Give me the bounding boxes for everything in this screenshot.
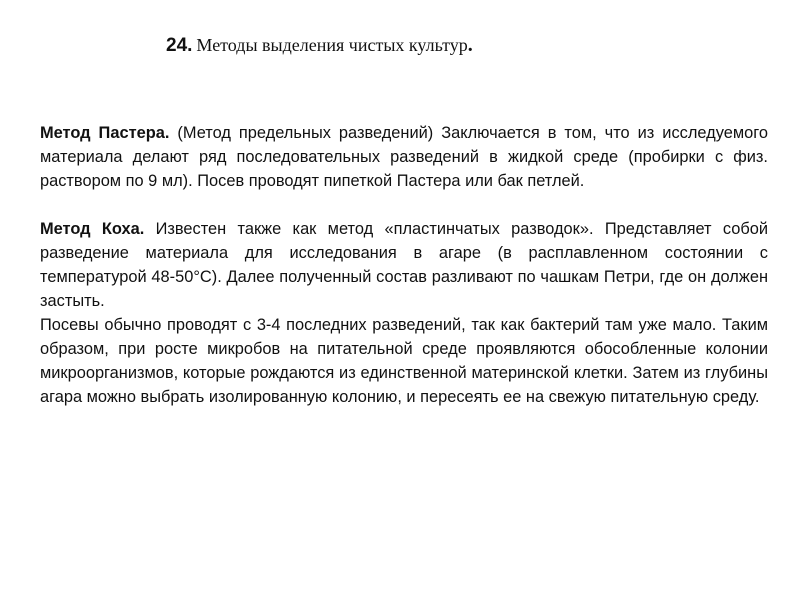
title-end: . (467, 34, 473, 56)
paragraph-koch-method (40, 217, 768, 313)
term-koch-method: Метод Коха. (40, 220, 145, 238)
title-number: 24. (166, 35, 193, 56)
term-pasteur-method: Метод Пастера. (40, 124, 170, 142)
text-pasteur-method: (Метод предельных разведений) Заключается в том, что из исследуемого материала делают ряд последовательных разведений в жидкой среде (пробирки с физ. раствором по 9 мл). Посев проводят пипеткой Пастера или бак петлей. (40, 124, 768, 190)
paragraph-pasteur-method (40, 121, 768, 193)
slide-title (166, 33, 726, 58)
paragraph-spacer (40, 193, 768, 217)
text-sowing-notes: Посевы обычно проводят с 3-4 последних разведений, так как бактерий там уже мало. Таким образом, при росте микробов на питательной среде проявляются обособленные колонии микроорганизмов, которые рождаются из единственной материнской клетки. Затем из глубины агара можно выбрать изолированную колонию, и пересеять ее на свежую питательную среду. (40, 316, 768, 406)
slide-body (40, 121, 768, 409)
title-text: Методы выделения чистых культур (196, 35, 468, 55)
text-koch-method: Известен также как метод «пластинчатых разводок». Представляет собой разведение материала для исследования в агаре (в расплавленном состоянии с температурой 48-50°С). Далее полученный состав разливают по чашкам Петри, где он должен застыть. (40, 220, 768, 310)
paragraph-sowing-notes (40, 313, 768, 409)
